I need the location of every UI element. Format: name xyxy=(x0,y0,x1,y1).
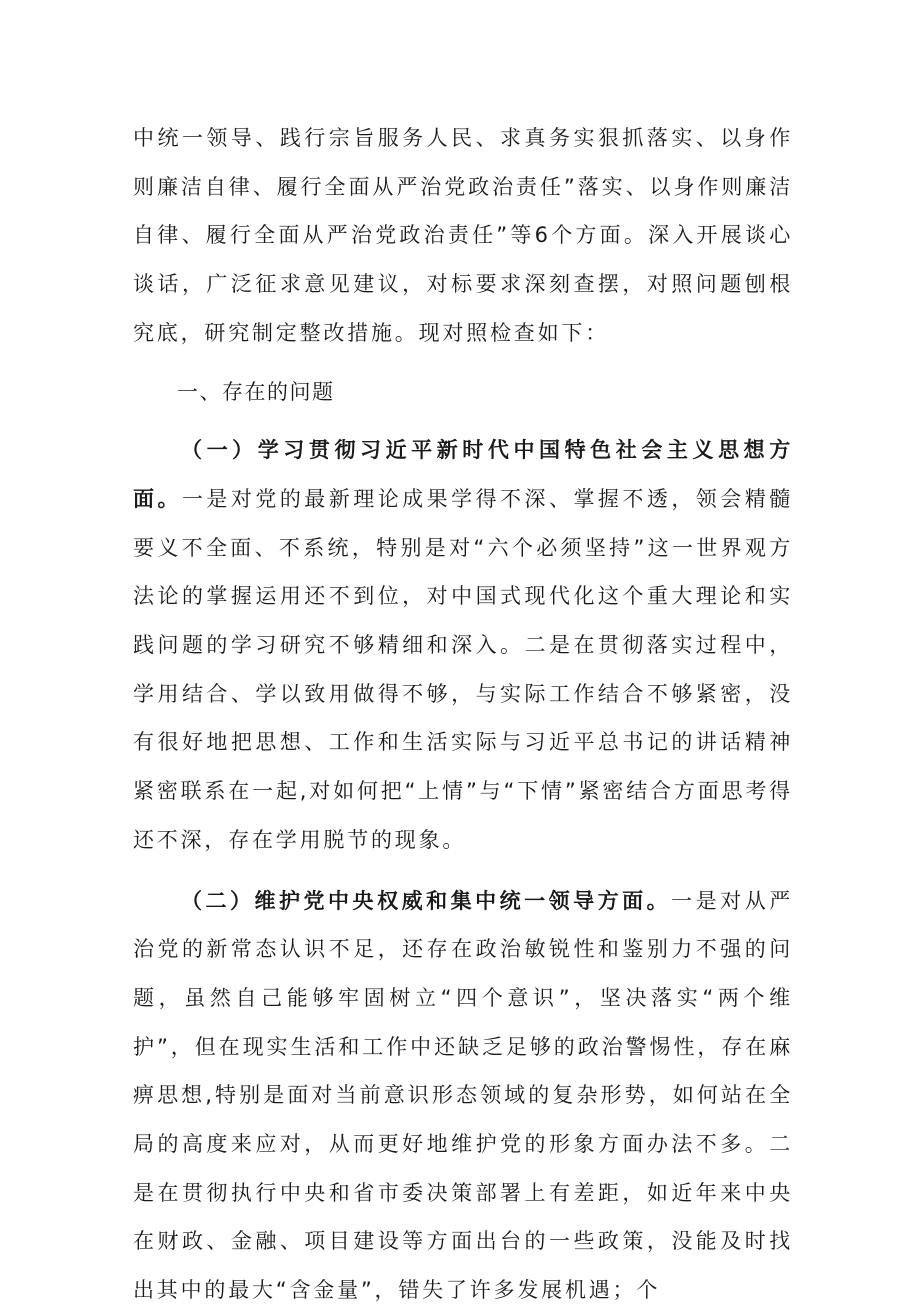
paragraph-body: 一是对党的最新理论成果学得不深、掌握不透，领会精髓要义不全面、不系统，特别是对“六个必须坚持”这一世界观方法论的掌握运用还不到位，对中国式现代化这个重大理论和实践问题的学习研究不够精细和深入。二是在贯彻落实过程中，学用结合、学以致用做得不够，与实际工作结合不够紧密，没有很好地把思想、工作和生活实际与习近平总书记的讲话精神紧密联系在一起,对如何把“上情”与“下情”紧密结合方面思考得还不深，存在学用脱节的现象。 xyxy=(133,486,794,852)
section-heading: 一、存在的问题 xyxy=(177,379,335,404)
paragraph-body: 一是对从严治党的新常态认识不足，还存在政治敏锐性和鉴别力不强的问题，虽然自己能够牢固树立“四个意识”，坚决落实“两个维护”，但在现实生活和工作中还缺乏足够的政治警惕性，存在麻痹思想,特别是面对当前意识形态领域的复杂形势，如何站在全局的高度来应对，从而更好地维护党的形象方面办法不多。二是在贯彻执行中央和省市委决策部署上有差距，如近年来中央在财政、金融、项目建设等方面出台的一些政策，没能及时找出其中的最大“含金量”，错失了许多发展机遇；个 xyxy=(133,888,794,1303)
paragraph-heading: （二）维护党中央权威和集中统一领导方面。 xyxy=(181,888,672,913)
paragraph-study xyxy=(133,426,793,864)
paragraph-heading: （一）学习贯彻习近平新时代中国特色社会主义思想方面。 xyxy=(133,438,793,511)
intro-paragraph: 中统一领导、践行宗旨服务人民、求真务实狠抓落实、以身作则廉洁自律、履行全面从严治党政治责任”落实、以身作则廉洁自律、履行全面从严治党政治责任”等6个方面。深入开展谈心谈话，广泛征求意见建议，对标要求深刻查摆，对照问题刨根究底，研究制定整改措施。现对照检查如下： xyxy=(133,126,793,345)
paragraph-authority xyxy=(133,877,793,1315)
